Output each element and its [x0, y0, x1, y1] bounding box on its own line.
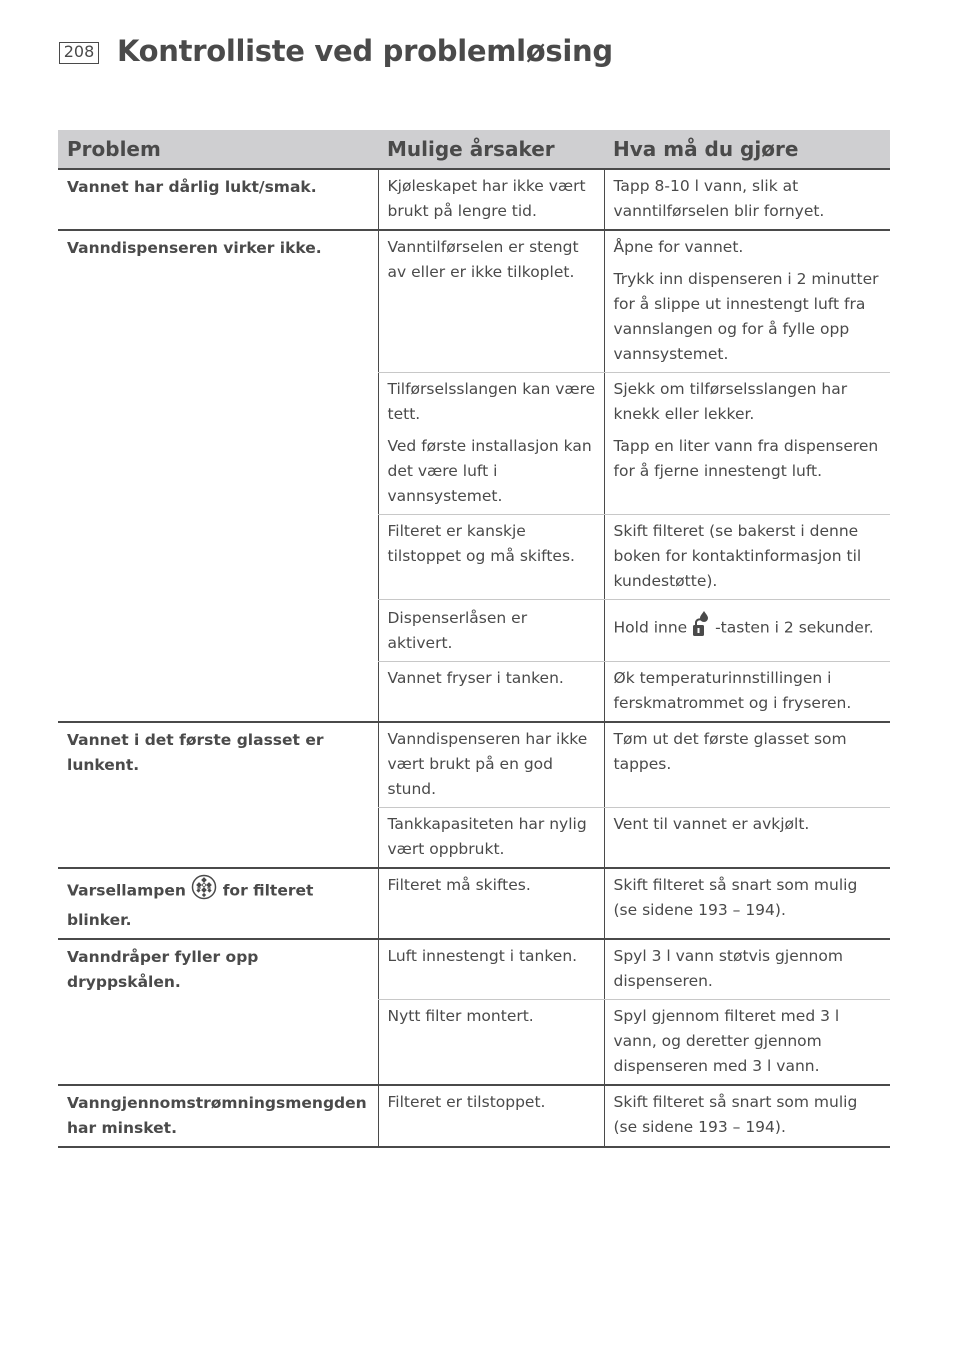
- cause-cell: [378, 373, 604, 515]
- action-cell: Skift filteret (se bakerst i denne boken for kontaktinformasjon til kundestøtte).: [604, 515, 890, 600]
- problem-cell: Vanndråper fyller opp dryppskålen.: [58, 939, 378, 1085]
- problem-text: for filteret blinker.: [67, 881, 314, 929]
- cause-cell: Vannet fryser i tanken.: [378, 662, 604, 723]
- action-cell: [604, 230, 890, 373]
- cause-text: Vanntilførselen er stengt av eller er ikke tilkoplet.: [387, 238, 579, 281]
- cause-cell: Tankkapasiteten har nylig vært oppbrukt.: [378, 808, 604, 869]
- action-cell: [604, 600, 890, 662]
- page-header: [59, 34, 613, 68]
- column-header-problem: Problem: [58, 130, 378, 169]
- problem-cell: Vannet har dårlig lukt/smak.: [58, 169, 378, 230]
- cause-cell: Vanndispenseren har ikke vært brukt på en god stund.: [378, 722, 604, 808]
- lock-drop-icon: [692, 610, 710, 646]
- action-text: Åpne for vannet.: [613, 238, 744, 256]
- filter-indicator-icon: [191, 874, 217, 908]
- cause-cell: Filteret er kanskje tilstoppet og må skiftes.: [378, 515, 604, 600]
- problem-cell: Vanndispenseren virker ikke.: [58, 230, 378, 722]
- action-cell: [604, 373, 890, 515]
- cause-text: Tilførselsslangen kan være tett.: [387, 380, 596, 423]
- column-header-actions: Hva må du gjøre: [604, 130, 890, 169]
- table-row: [58, 939, 890, 1000]
- cause-cell: Filteret er tilstoppet.: [378, 1085, 604, 1147]
- action-text: Trykk inn dispenseren i 2 minutter for å slippe ut innestengt luft fra vannslangen og for å fylle opp vannsystemet.: [613, 270, 879, 363]
- action-cell: Tøm ut det første glasset som tappes.: [604, 722, 890, 808]
- page-number: 208: [59, 42, 99, 64]
- table-row: [58, 169, 890, 230]
- table-row: [58, 868, 890, 939]
- action-text: Sjekk om tilførselsslangen har knekk eller lekker.: [613, 380, 848, 423]
- cause-cell: [378, 230, 604, 373]
- action-cell: Vent til vannet er avkjølt.: [604, 808, 890, 869]
- troubleshooting-table: [58, 130, 890, 1148]
- action-cell: Øk temperaturinnstillingen i ferskmatrommet og i fryseren.: [604, 662, 890, 723]
- table-header-row: [58, 130, 890, 169]
- problem-text: Varsellampen: [67, 881, 186, 900]
- action-cell: Spyl 3 l vann støtvis gjennom dispenseren.: [604, 939, 890, 1000]
- cause-cell: Dispenserlåsen er aktivert.: [378, 600, 604, 662]
- problem-cell: [58, 868, 378, 939]
- action-text: -tasten i 2 sekunder.: [715, 618, 874, 637]
- page-title: Kontrolliste ved problemløsing: [117, 34, 613, 68]
- column-header-causes: Mulige årsaker: [378, 130, 604, 169]
- table-row: [58, 1085, 890, 1147]
- action-cell: Spyl gjennom filteret med 3 l vann, og deretter gjennom dispenseren med 3 l vann.: [604, 1000, 890, 1086]
- problem-cell: Vanngjennomstrømningsmengden har minsket.: [58, 1085, 378, 1147]
- table-row: [58, 230, 890, 373]
- cause-cell: Filteret må skiftes.: [378, 868, 604, 939]
- cause-cell: Kjøleskapet har ikke vært brukt på lengre tid.: [378, 169, 604, 230]
- cause-text: Ved første installasjon kan det være luft i vannsystemet.: [387, 437, 592, 505]
- cause-cell: Luft innestengt i tanken.: [378, 939, 604, 1000]
- problem-cell: Vannet i det første glasset er lunkent.: [58, 722, 378, 868]
- action-cell: Skift filteret så snart som mulig (se sidene 193 – 194).: [604, 868, 890, 939]
- table-row: [58, 722, 890, 808]
- cause-cell: Nytt filter montert.: [378, 1000, 604, 1086]
- action-cell: Tapp 8-10 l vann, slik at vanntilførselen blir fornyet.: [604, 169, 890, 230]
- action-cell: Skift filteret så snart som mulig (se sidene 193 – 194).: [604, 1085, 890, 1147]
- action-text: Hold inne: [613, 618, 688, 637]
- action-text: Tapp en liter vann fra dispenseren for å fjerne innestengt luft.: [613, 437, 879, 480]
